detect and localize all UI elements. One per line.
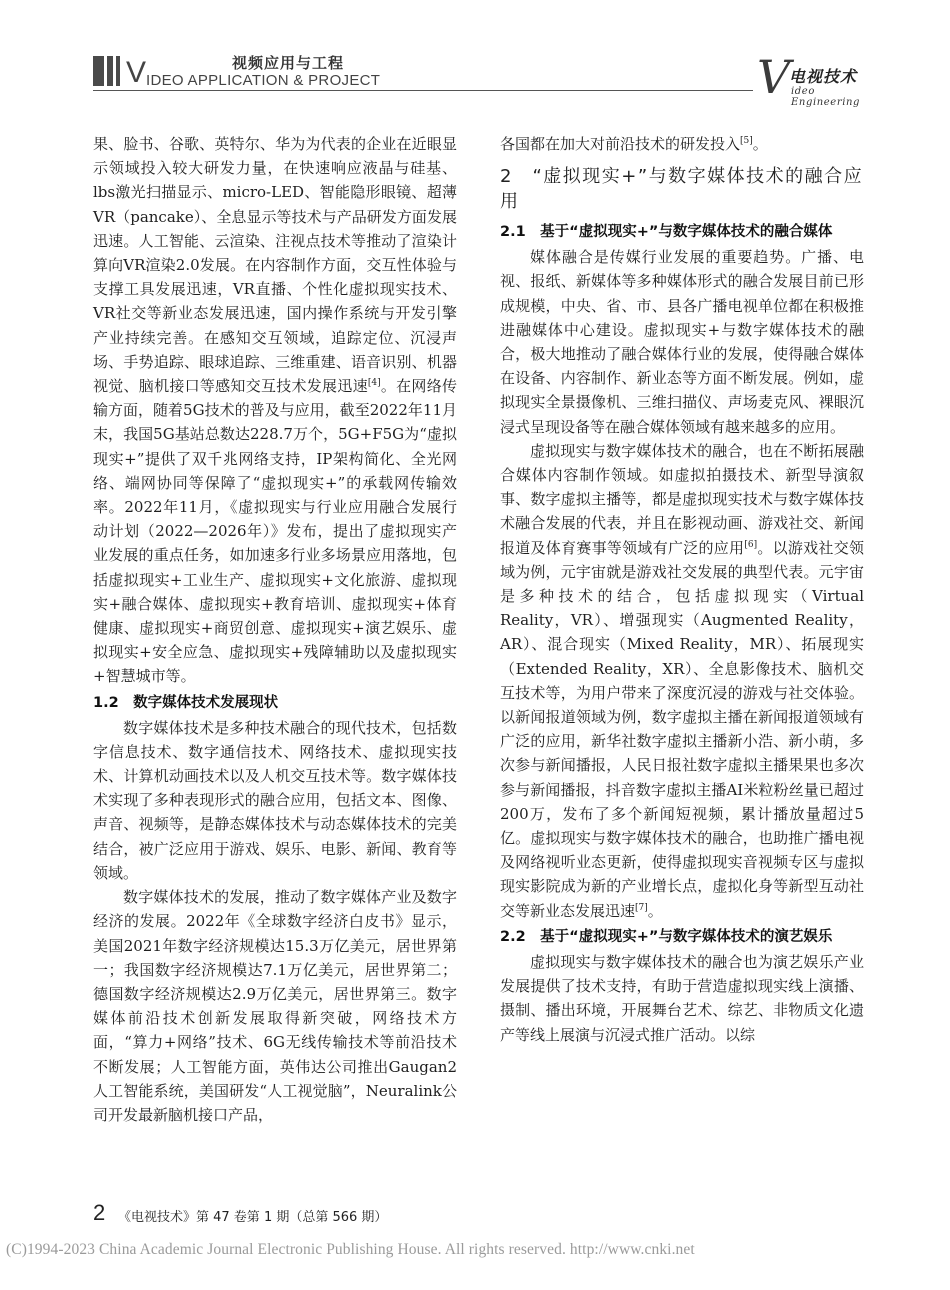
- header-bars-decoration: [93, 56, 120, 86]
- paragraph: 虚拟现实与数字媒体技术的融合也为演艺娱乐产业发展提供了技术支持，有助于营造虚拟现实线上演播、摄制、播出环境，开展舞台艺术、综艺、非物质文化遗产等线上展演与沉浸式推广活动。以综: [500, 952, 864, 1044]
- paragraph: [93, 132, 457, 689]
- right-column: [500, 132, 864, 1047]
- copyright-notice: (C)1994-2023 China Academic Journal Electronic Publishing House. All rights reserved. http://www.cnki.net: [6, 1241, 695, 1258]
- paragraph: [500, 132, 864, 156]
- citation: [4]: [367, 378, 381, 389]
- header-v-letter: V: [126, 56, 147, 89]
- citation: [7]: [635, 902, 648, 913]
- paragraph-text: 虚拟现实与数字媒体技术的融合，也在不断拓展融合媒体内容制作领域。如虚拟拍摄技术、新型导演叙事、数字虚拟主播等，都是虚拟现实技术与数字媒体技术融合发展的代表，并且在影视动画、游戏社交、新闻报道及体育赛事等领域有广泛的应用: [500, 441, 864, 557]
- paragraph: 媒体融合是传媒行业发展的重要趋势。广播、电视、报纸、新媒体等多种媒体形式的融合发展目前已形成规模，中央、省、市、县各广播电视单位都在积极推进融媒体中心建设。虚拟现实+与数字媒体技术的融合，极大地推动了融合媒体行业的发展，使得融合媒体在设备、内容制作、新业态等方面不断发展。例如，虚拟现实全景摄像机、三维扫描仪、声场麦克风、裸眼沉浸式呈现设备等在融合媒体领域有越来越多的应用。: [500, 248, 864, 436]
- section-heading-2-2: 2.2 基于“虚拟现实+”与数字媒体技术的演艺娱乐: [500, 928, 833, 945]
- header-rule: [93, 90, 753, 91]
- paragraph-text: 果、脸书、谷歌、英特尔、华为为代表的企业在近眼显示领域投入较大研发力量，在快速响应液晶与硅基、lbs激光扫描显示、micro-LED、智能隐形眼镜、超薄VR（pancake）、全息显示等技术与产品研发方面发展迅速。人工智能、云渲染、注视点技术等推动了渲染计算向VR渲染2.0发展。在内容制作方面，交互性体验与支撑工具发展迅速，VR直播、个性化虚拟现实技术、VR社交等新业态发展迅速，国内操作系统与开发引擎产业持续完善。在感知交互领域，追踪定位、沉浸声场、手势追踪、眼球追踪、三维重建、语音识别、机器视觉、脑机接口等感知交互技术发展迅速: [93, 135, 457, 396]
- citation: [6]: [744, 539, 758, 550]
- paragraph-text: 各国都在加大对前沿技术的研发投入: [500, 135, 741, 153]
- journal-title-zh: 视频应用与工程: [232, 54, 345, 72]
- journal-issue: 《电视技术》第 47 卷第 1 期（总第 566 期）: [118, 1210, 388, 1225]
- paragraph-text: 。: [752, 135, 768, 153]
- paragraph: [500, 439, 864, 923]
- paragraph-text: 。: [647, 901, 663, 920]
- paragraph: 数字媒体技术的发展，推动了数字媒体产业及数字经济的发展。2022年《全球数字经济白皮书》显示，美国2021年数字经济规模达15.3万亿美元，居世界第一；我国数字经济规模达7.1万亿美元，居世界第二；德国数字经济规模达2.9万亿美元，居世界第三。数字媒体前沿技术创新发展取得新突破，网络技术方面，“算力+网络”技术、6G无线传输技术等前沿技术不断发展；人工智能方面，英伟达公司推出Gaugan2人工智能系统，美国研发“人工视觉脑”，Neuralink公司开发最新脑机接口产品，: [93, 888, 457, 1124]
- section-heading-2: 2 “虚拟现实+”与数字媒体技术的融合应用: [500, 166, 864, 213]
- logo-title-en: ideo Engineering: [791, 86, 861, 108]
- section-heading-2-1: 2.1 基于“虚拟现实+”与数字媒体技术的融合媒体: [500, 224, 833, 241]
- paragraph-text: 。在网络传输方面，随着5G技术的普及与应用，截至2022年11月末，我国5G基站总数达228.7万个，5G+F5G为“虚拟现实+”提供了双千兆网络支持，IP架构简化、全光网络、端网协同等保障了“虚拟现实+”的承载网传输效率。2022年11月，《虚拟现实与行业应用融合发展行动计划（2022—2026年）》发布，提出了虚拟现实产业发展的重点任务，如加速多行业多场景应用落地，包括虚拟现实+工业生产、虚拟现实+文化旅游、虚拟现实+融合媒体、虚拟现实+教育培训、虚拟现实+体育健康、虚拟现实+商贸创意、虚拟现实+演艺娱乐、虚拟现实+安全应急、虚拟现实+残障辅助以及虚拟现实+智慧城市等。: [93, 377, 457, 686]
- section-heading-1-2: 1.2 数字媒体技术发展现状: [93, 694, 279, 711]
- left-column: [93, 132, 457, 1127]
- page-number: 2: [93, 1200, 106, 1225]
- journal-title-en: IDEO APPLICATION & PROJECT: [146, 72, 381, 89]
- logo-v-letter: V: [757, 50, 791, 104]
- paragraph-text: 。以游戏社交领域为例，元宇宙就是游戏社交发展的典型代表。元宇宙是多种技术的结合，包括虚拟现实（Virtual Reality，VR）、增强现实（Augmented Reality，AR）、混合现实（Mixed Reality，MR）、拓展现实（Extended Reality，XR）、全息影像技术、脑机交互技术等，为用户带来了深度沉浸的游戏与社交体验。以新闻报道领域为例，数字虚拟主播在新闻报道领域有广泛的应用，新华社数字虚拟主播新小浩、新小萌，多次参与新闻播报，人民日报社数字虚拟主播果果也多次参与新闻播报，抖音数字虚拟主播AI米粒粉丝量已超过200万，发布了多个新闻短视频，累计播放量超过5亿。虚拟现实与数字媒体技术的融合，也助推广播电视及网络视听业态更新，使得虚拟现实音视频专区与虚拟现实影院成为新的产业增长点，虚拟化身等新型互动社交等新业态发展迅速: [500, 538, 864, 920]
- journal-logo: [757, 50, 875, 108]
- logo-title-cn: 电视技术: [789, 67, 858, 86]
- paragraph: 数字媒体技术是多种技术融合的现代技术，包括数字信息技术、数字通信技术、网络技术、虚拟现实技术、计算机动画技术以及人机交互技术等。数字媒体技术实现了多种表现形式的融合应用，包括文本、图像、声音、视频等，是静态媒体技术与动态媒体技术的完美结合，被广泛应用于游戏、娱乐、电影、新闻、教育等领域。: [93, 718, 457, 882]
- citation: [5]: [740, 136, 753, 146]
